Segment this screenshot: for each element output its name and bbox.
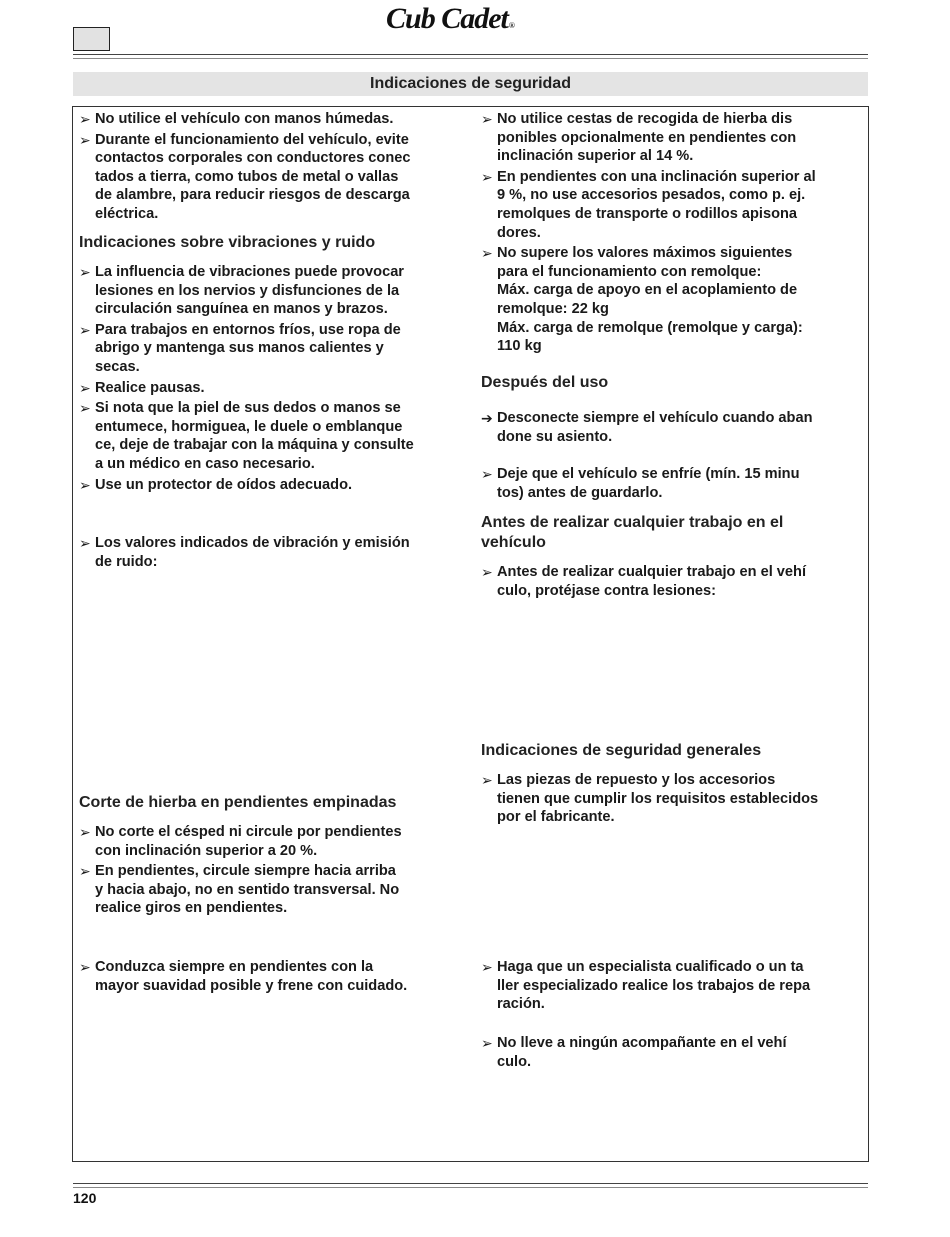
chevron-right-icon: ➢ bbox=[481, 168, 493, 185]
text-line: abrigo y mantenga sus manos calientes y bbox=[95, 340, 384, 357]
text-line: No corte el césped ni circule por pendientes bbox=[95, 824, 402, 840]
arrow-right-icon: ➔ bbox=[481, 410, 493, 426]
text-line: ce, deje de trabajar con la máquina y consulte bbox=[95, 437, 414, 454]
text-line: No supere los valores máximos siguientes bbox=[497, 245, 793, 262]
list-item bbox=[79, 399, 459, 473]
right-after-use-action bbox=[481, 409, 865, 448]
text-line: No utilice cestas de recogida de hierba dis bbox=[497, 111, 793, 127]
chevron-right-icon: ➢ bbox=[481, 245, 493, 262]
cub-cadet-logo bbox=[386, 2, 514, 34]
text-line: remolque: 22 kg bbox=[497, 300, 609, 317]
text-line: por el fabricante. bbox=[497, 809, 615, 826]
list-item bbox=[79, 131, 459, 224]
left-slopes-section bbox=[79, 793, 459, 813]
chevron-right-icon: ➢ bbox=[79, 111, 91, 127]
text-line: ponibles opcionalmente en pendientes con bbox=[497, 129, 797, 146]
text-line: Indicaciones de seguridad generales bbox=[481, 742, 762, 759]
text-line: Realice pausas. bbox=[95, 379, 205, 396]
text-line: Conduzca siempre en pendientes con la bbox=[95, 959, 374, 975]
list-item bbox=[79, 958, 459, 995]
chevron-right-icon: ➢ bbox=[79, 400, 91, 417]
right-top-list bbox=[481, 110, 865, 358]
text-line: 110 kg bbox=[497, 338, 542, 355]
chevron-right-icon: ➢ bbox=[79, 379, 91, 396]
text-line: mayor suavidad posible y frene con cuidado. bbox=[95, 977, 408, 994]
chevron-right-icon: ➢ bbox=[79, 264, 91, 280]
left-vibration-list bbox=[79, 263, 459, 496]
text-line: En pendientes con una inclinación superior al bbox=[497, 168, 816, 185]
text-line: tos) antes de guardarlo. bbox=[497, 484, 663, 501]
text-line: Antes de realizar cualquier trabajo en el vehí bbox=[497, 564, 807, 580]
page-corner-marker bbox=[73, 27, 110, 51]
right-before-work-list bbox=[481, 563, 865, 602]
text-line: tados a tierra, como tubos de metal o vallas bbox=[95, 168, 399, 185]
text-line: secas. bbox=[95, 358, 140, 375]
text-line: Corte de hierba en pendientes empinadas bbox=[79, 794, 397, 811]
text-line: lesiones en los nervios y disfunciones de la bbox=[95, 282, 400, 299]
header-rule-thin bbox=[73, 58, 868, 59]
left-top-block bbox=[79, 110, 459, 226]
left-vibration-section bbox=[79, 233, 459, 253]
text-line: dores. bbox=[497, 224, 541, 241]
list-item bbox=[481, 244, 865, 356]
text-line: Deje que el vehículo se enfríe (mín. 15 minu bbox=[497, 466, 800, 482]
list-item bbox=[79, 823, 459, 860]
chevron-right-icon: ➢ bbox=[481, 1035, 493, 1051]
list-item bbox=[481, 771, 865, 827]
left-vibration-values bbox=[79, 534, 459, 573]
chevron-right-icon: ➢ bbox=[481, 111, 493, 127]
text-line: y hacia abajo, no en sentido transversal. No bbox=[95, 881, 400, 898]
header-rule bbox=[73, 54, 868, 55]
list-item bbox=[481, 465, 865, 502]
right-passenger-list bbox=[481, 1034, 865, 1073]
list-item bbox=[481, 1034, 865, 1071]
text-line: Máx. carga de apoyo en el acoplamiento de bbox=[497, 282, 798, 299]
right-before-work-section bbox=[481, 513, 865, 553]
chevron-right-icon: ➢ bbox=[79, 824, 91, 840]
content-frame bbox=[72, 106, 869, 1162]
list-item bbox=[79, 263, 459, 319]
text-line: entumece, hormiguea, le duele o emblanque bbox=[95, 418, 403, 435]
page-number: 120 bbox=[73, 1190, 97, 1206]
heading-general-safety bbox=[481, 741, 865, 761]
text-line: ller especializado realice los trabajos de repa bbox=[497, 977, 811, 994]
chevron-right-icon: ➢ bbox=[79, 476, 91, 493]
chevron-right-icon: ➢ bbox=[79, 321, 91, 338]
left-slopes-list bbox=[79, 823, 459, 920]
registered-mark: ® bbox=[508, 21, 514, 30]
list-item bbox=[481, 409, 865, 446]
text-line: Desconecte siempre el vehículo cuando aban bbox=[497, 410, 813, 426]
list-item bbox=[481, 110, 865, 166]
list-item bbox=[79, 321, 459, 377]
list-item bbox=[79, 534, 459, 571]
chevron-right-icon: ➢ bbox=[481, 959, 493, 975]
text-line: Si nota que la piel de sus dedos o manos se bbox=[95, 400, 401, 417]
text-line: done su asiento. bbox=[497, 428, 613, 445]
text-line: Los valores indicados de vibración y emisión bbox=[95, 535, 410, 551]
right-after-use-section bbox=[481, 373, 865, 393]
list-item bbox=[79, 110, 459, 129]
text-line: Durante el funcionamiento del vehículo, evite bbox=[95, 131, 409, 148]
right-after-use-list bbox=[481, 465, 865, 504]
footer-rule-thin bbox=[73, 1187, 868, 1188]
chevron-right-icon: ➢ bbox=[481, 466, 493, 482]
text-line: inclinación superior al 14 %. bbox=[497, 148, 694, 165]
chevron-right-icon: ➢ bbox=[481, 564, 493, 580]
text-line: No lleve a ningún acompañante en el vehí bbox=[497, 1035, 787, 1051]
heading-after-use bbox=[481, 373, 865, 393]
list-item bbox=[481, 958, 865, 1014]
text-line: Antes de realizar cualquier trabajo en el bbox=[481, 514, 784, 531]
right-repair-list bbox=[481, 958, 865, 1016]
text-line: circulación sanguínea en manos y brazos. bbox=[95, 301, 388, 318]
text-line: Para trabajos en entornos fríos, use ropa de bbox=[95, 321, 401, 338]
section-title: Indicaciones de seguridad bbox=[73, 72, 868, 96]
text-line: No utilice el vehículo con manos húmedas. bbox=[95, 111, 394, 127]
left-slopes-drive bbox=[79, 958, 459, 997]
text-line: contactos corporales con conductores conec bbox=[95, 150, 411, 167]
chevron-right-icon: ➢ bbox=[79, 863, 91, 880]
text-line: ración. bbox=[497, 996, 545, 1013]
text-line: Máx. carga de remolque (remolque y carga): bbox=[497, 319, 803, 336]
text-line: culo, protéjase contra lesiones: bbox=[497, 582, 716, 599]
list-item bbox=[79, 862, 459, 918]
text-line: culo. bbox=[497, 1053, 532, 1070]
chevron-right-icon: ➢ bbox=[79, 959, 91, 975]
text-line: 9 %, no use accesorios pesados, como p. ej. bbox=[497, 187, 806, 204]
text-line: Las piezas de repuesto y los accesorios bbox=[497, 772, 776, 788]
list-item bbox=[79, 379, 459, 398]
list-item bbox=[481, 168, 865, 242]
right-general-section bbox=[481, 741, 865, 761]
list-item bbox=[79, 476, 459, 495]
list-item bbox=[481, 563, 865, 600]
text-line: a un médico en caso necesario. bbox=[95, 455, 315, 472]
text-line: remolques de transporte o rodillos apisona bbox=[497, 205, 798, 222]
text-line: de alambre, para reducir riesgos de descarga bbox=[95, 187, 410, 204]
text-line: para el funcionamiento con remolque: bbox=[497, 263, 762, 280]
heading-before-work bbox=[481, 513, 865, 553]
text-line: La influencia de vibraciones puede provocar bbox=[95, 264, 404, 280]
text-line: Después del uso bbox=[481, 374, 609, 391]
heading-steep-slopes bbox=[79, 793, 459, 813]
text-line: tienen que cumplir los requisitos establecidos bbox=[497, 790, 819, 807]
chevron-right-icon: ➢ bbox=[79, 131, 91, 148]
footer-rule bbox=[73, 1183, 868, 1184]
text-line: Use un protector de oídos adecuado. bbox=[95, 476, 353, 493]
chevron-right-icon: ➢ bbox=[481, 772, 493, 788]
heading-vibration-noise bbox=[79, 233, 459, 253]
text-line: de ruido: bbox=[95, 553, 158, 570]
text-line: con inclinación superior a 20 %. bbox=[95, 842, 318, 859]
text-line: Indicaciones sobre vibraciones y ruido bbox=[79, 234, 376, 251]
text-line: En pendientes, circule siempre hacia arriba bbox=[95, 863, 396, 880]
right-general-list bbox=[481, 771, 865, 829]
chevron-right-icon: ➢ bbox=[79, 535, 91, 551]
text-line: Haga que un especialista cualificado o un ta bbox=[497, 959, 804, 975]
text-line: realice giros en pendientes. bbox=[95, 900, 288, 917]
logo-text: Cub Cadet bbox=[386, 2, 508, 35]
text-line: vehículo bbox=[481, 534, 546, 551]
text-line: eléctrica. bbox=[95, 205, 159, 222]
